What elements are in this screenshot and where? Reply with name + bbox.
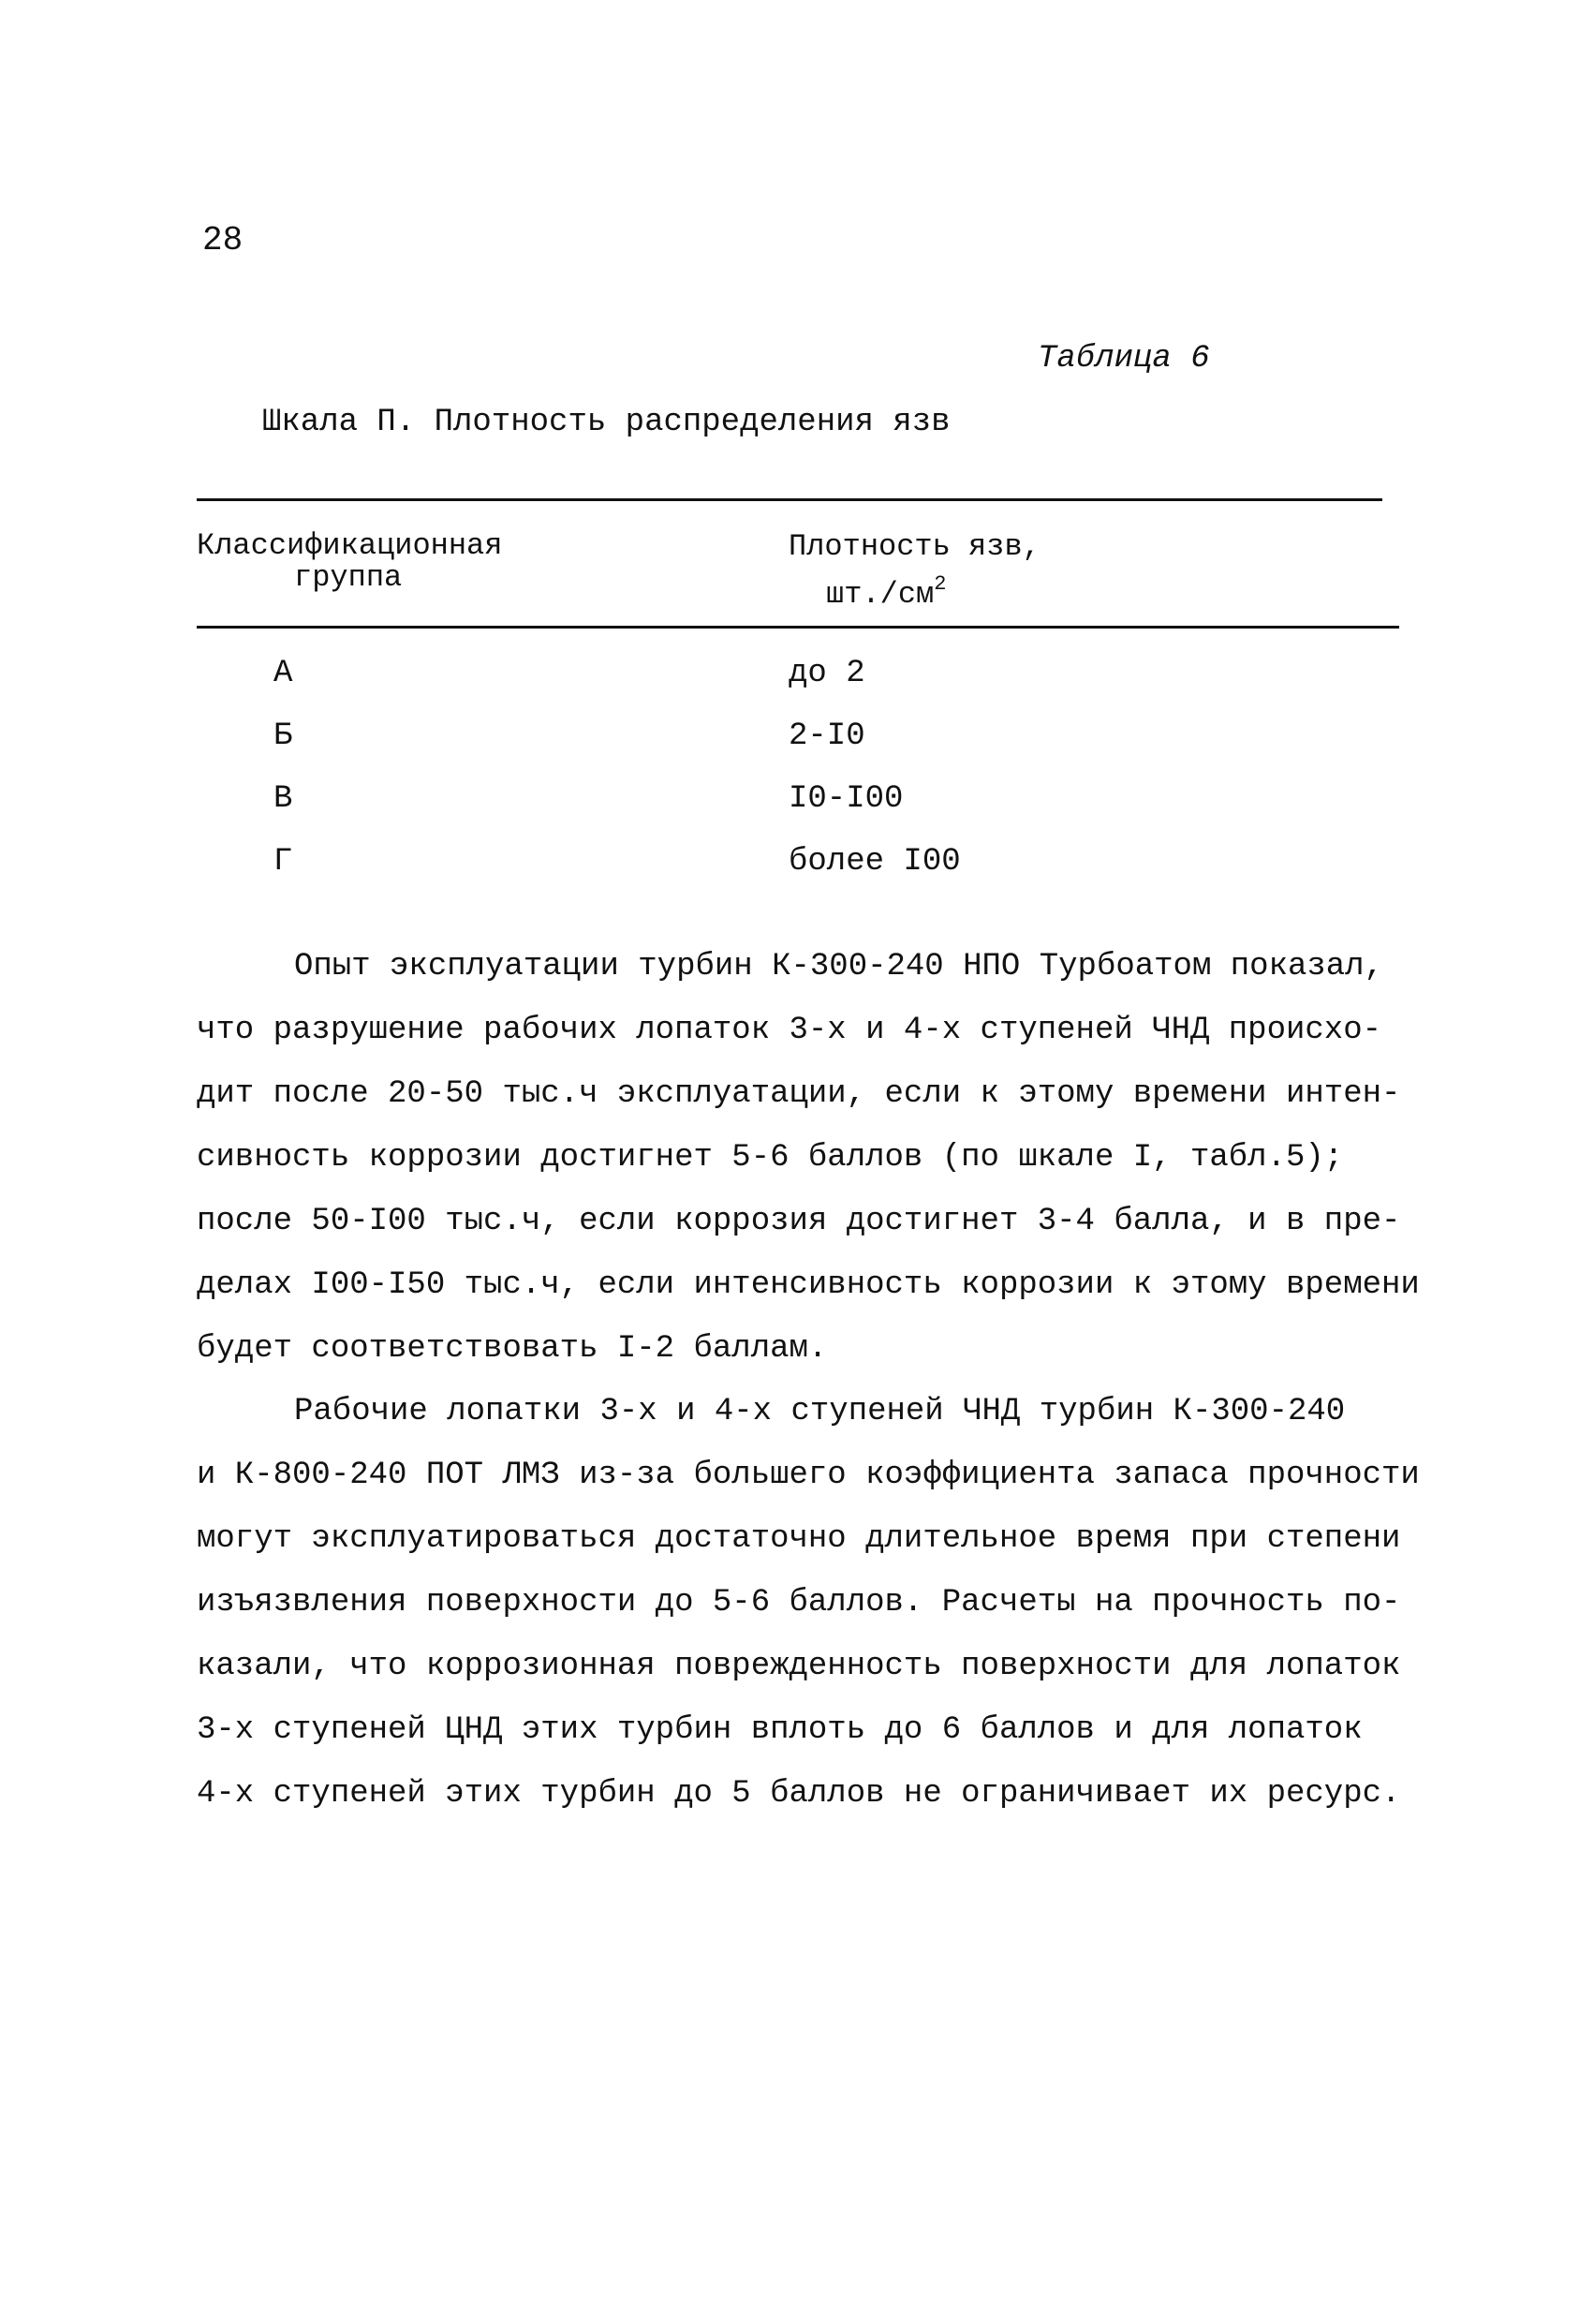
table-cell-density: 2-I0 [789, 718, 865, 754]
paragraph-line: Опыт эксплуатации турбин К-300-240 НПО Турбоатом показал, [294, 949, 1383, 984]
paragraph-line: что разрушение рабочих лопаток 3-х и 4-х ступеней ЧНД происхо- [197, 1013, 1382, 1048]
table-title: Шкала П. Плотность распределения язв [262, 405, 951, 440]
density-unit-exponent: 2 [934, 572, 947, 596]
table-cell-group: Б [273, 718, 293, 754]
table-cell-density: до 2 [789, 656, 865, 691]
table-cell-group: А [273, 656, 293, 691]
paragraph-line: делах I00-I50 тыс.ч, если интенсивность коррозии к этому времени [197, 1267, 1420, 1303]
column-header-density [789, 530, 1182, 612]
paragraph-line: Рабочие лопатки 3-х и 4-х ступеней ЧНД турбин К-300-240 [294, 1394, 1346, 1429]
column-header-group-line2: группа [294, 560, 403, 595]
paragraph-line: изъязвления поверхности до 5-6 баллов. Расчеты на прочность по- [197, 1585, 1401, 1621]
table-header-rule [197, 626, 1399, 629]
table-top-rule [197, 498, 1382, 501]
table-cell-density: I0-I00 [789, 781, 904, 817]
paragraph-1 [197, 935, 1424, 1381]
paragraph-line: 3-х ступеней ЦНД этих турбин вплоть до 6 баллов и для лопаток [197, 1712, 1363, 1748]
paragraph-line: и К-800-240 ПОТ ЛМЗ из-за большего коэффициента запаса прочности [197, 1458, 1420, 1493]
table-cell-group: В [273, 781, 293, 817]
paragraph-line: сивность коррозии достигнет 5-6 баллов (по шкале I, табл.5); [197, 1140, 1344, 1176]
paragraph-line: 4-х ступеней этих турбин до 5 баллов не ограничивает их ресурс. [197, 1776, 1401, 1812]
table-cell-density: более I00 [789, 844, 961, 880]
column-header-group-line1: Классификационная [197, 528, 503, 563]
paragraph-2 [197, 1380, 1424, 1826]
paragraph-line: дит после 20-50 тыс.ч эксплуатации, если к этому времени интен- [197, 1076, 1401, 1112]
column-header-density-line1: Плотность язв, [789, 529, 1041, 564]
table-label: Таблица 6 [1038, 341, 1210, 377]
paragraph-line: после 50-I00 тыс.ч, если коррозия достигнет 3-4 балла, и в пре- [197, 1204, 1401, 1239]
paragraph-line: будет соответствовать I-2 баллам. [197, 1331, 828, 1367]
density-unit: шт./см [826, 577, 935, 612]
paragraph-line: казали, что коррозионная поврежденность поверхности для лопаток [197, 1649, 1401, 1684]
column-header-density-line2 [789, 568, 1182, 612]
page-number: 28 [202, 221, 244, 259]
table-cell-group: Г [273, 844, 293, 880]
paragraph-line: могут эксплуатироваться достаточно длительное время при степени [197, 1521, 1401, 1557]
column-header-group [197, 530, 571, 594]
